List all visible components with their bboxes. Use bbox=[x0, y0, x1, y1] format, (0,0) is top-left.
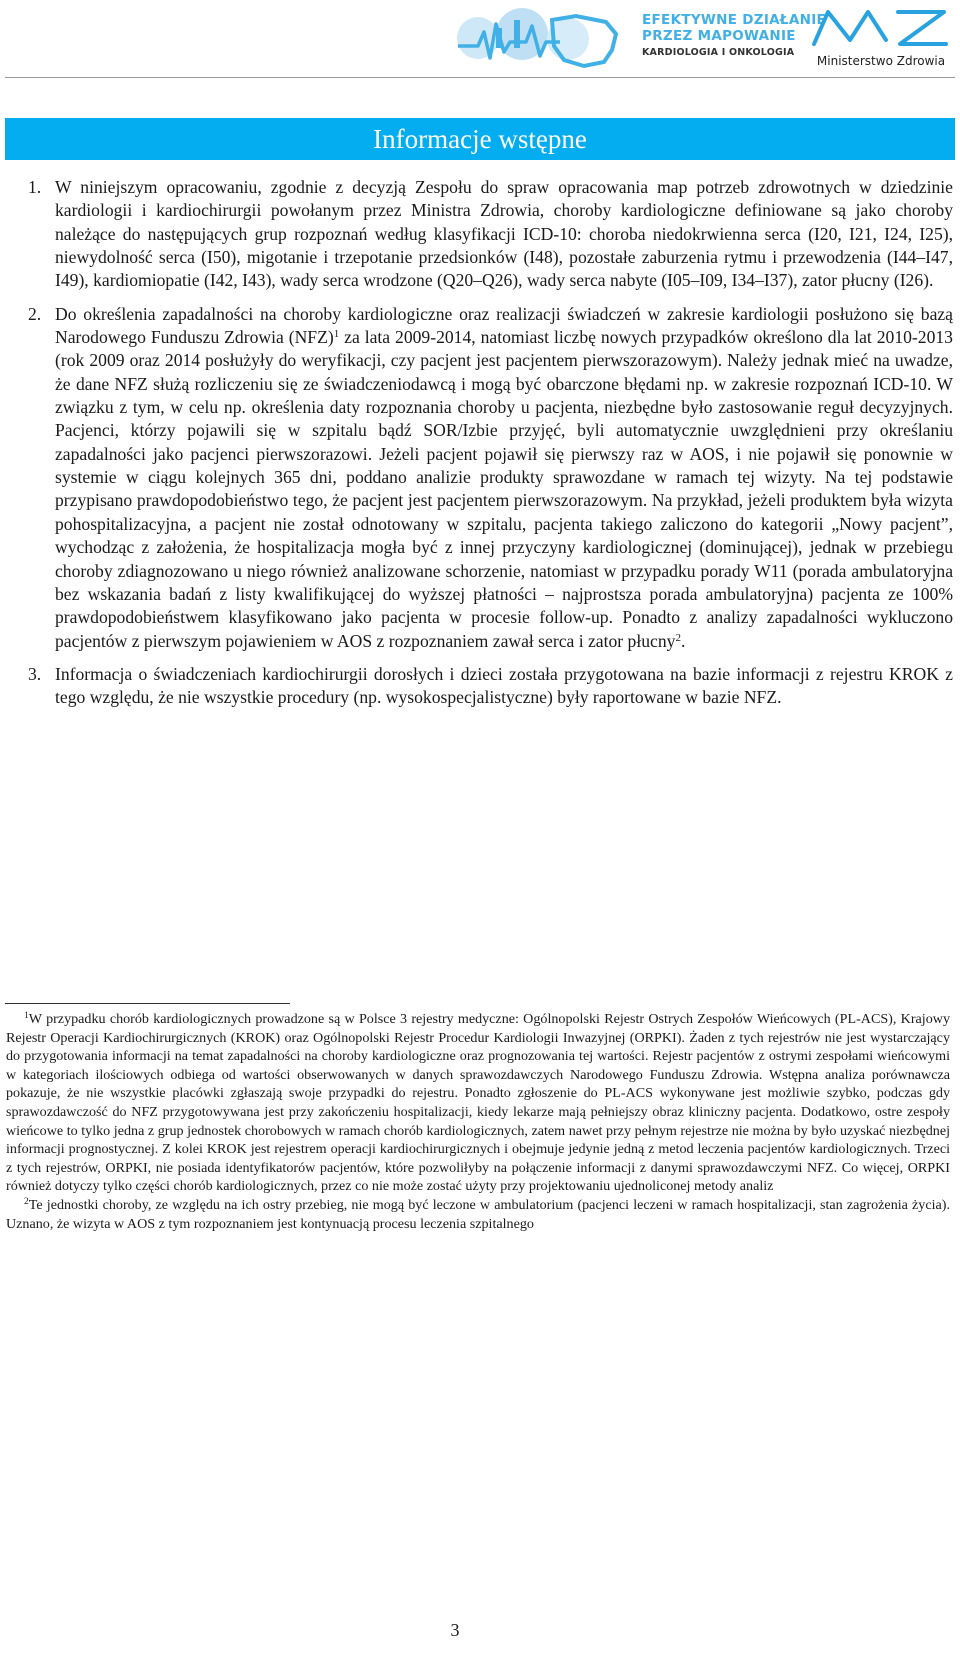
list-item-number: 1. bbox=[28, 177, 42, 197]
list-item-text: Do określenia zapadalności na choroby kardiologiczne oraz realizacji świadczeń w zakresie kardiologii posłużono się bazą Narodowego Funduszu Zdrowia (NFZ) bbox=[55, 303, 953, 348]
list-item-number: 2. bbox=[28, 303, 42, 324]
footnote-text: Te jednostki choroby, ze względu na ich ostry przebieg, nie mogą być leczone w ambulatorium (pacjenci leczeni w ramach hospitalizacji, stan zagrożenia życia). Uznano, że wizyta w AOS z tym rozpoznaniem jest kontynuacją procesu leczenia szpitalnego bbox=[6, 1196, 950, 1232]
list-item bbox=[25, 176, 953, 293]
ministry-name: Ministerstwo Zdrowia bbox=[816, 54, 946, 68]
footnote-ref[interactable]: 1 bbox=[333, 328, 340, 341]
section-banner bbox=[5, 118, 955, 160]
list-item-text: Informacja o świadczeniach kardiochirurgii dorosłych i dzieci została przygotowana na bazie informacji z rejestru KROK z tego względu, że nie wszystkie procedury (np. wysokospecjalistyczne) były raportowane w bazie NFZ. bbox=[55, 663, 953, 708]
footnote-ref[interactable]: 2 bbox=[675, 631, 681, 644]
section-title: Informacje wstępne bbox=[373, 124, 587, 154]
project-title: EFEKTYWNE DZIAŁANIE PRZEZ MAPOWANIE bbox=[642, 12, 827, 44]
project-logo bbox=[456, 6, 827, 71]
list-item bbox=[25, 303, 953, 653]
footnote-mark: 2 bbox=[24, 1196, 29, 1207]
footnote bbox=[6, 1010, 950, 1196]
project-subtitle: KARDIOLOGIA I ONKOLOGIA bbox=[642, 47, 795, 58]
list-item-text: . bbox=[680, 630, 686, 651]
list-item-text: W niniejszym opracowaniu, zgodnie z decyzją Zespołu do spraw opracowania map potrzeb zdrowotnych w dziedzinie kardiologii i kardiochirurgii powołanym przez Ministra Zdrowia, choroby kardiologiczne definiowane są jako choroby należące do następujących grup rozpoznań według klasyfikacji ICD-10: choroba niedokrwienna serca (I20, I21, I24, I25), niewydolność serca (I50), migotanie i trzepotanie przedsionków (I48), pozostałe zaburzenia rytmu i przewodzenia (I44–I47, I49), kardiomiopatie (I42, I43), wady serca wrodzone (Q20–Q26), wady serca nabyte (I05–I09, I34–I37), zator płucny (I26). bbox=[55, 177, 953, 291]
footnote-divider bbox=[5, 1003, 290, 1004]
page-header bbox=[0, 0, 960, 78]
footnotes bbox=[6, 1010, 950, 1233]
list-item-number: 3. bbox=[28, 663, 42, 684]
page-number: 3 bbox=[450, 1620, 460, 1640]
list-item bbox=[25, 663, 953, 710]
ministry-mz-icon bbox=[810, 4, 952, 52]
footnote-text: W przypadku chorób kardiologicznych prowadzone są w Polsce 3 rejestry medyczne: Ogólnopolski Rejestr Ostrych Zespołów Wieńcowych (PL-ACS), Krajowy Rejestr Operacji Kardiochirurgicznych (KROK) oraz Ogólnopolski Rejestr Procedur Kardiologii Inwazyjnej (ORPKI). Żaden z tych rejestrów nie jest wystarczający do przygotowania informacji na temat zapadalności na choroby kardiologiczne oraz prognozowania tej wartości. Rejestr pacjentów z ostrymi zespołami wieńcowymi w kategoriach ilościowych odbiega od wartości obserwowanych w danych sprawozdawczych Narodowego Funduszu Zdrowia. Wstępna analiza porównawcza pokazuje, że nie wszystkie placówki zgłaszają swoje przypadki do rejestru. Ponadto zgłoszenie do PL-ACS wykonywane jest możliwie szybko, podczas gdy sprawozdawczość do NFZ przygotowywana jest przy zakończeniu hospitalizacji, kiedy lekarze mają pełniejszy obraz kliniczny pacjenta. Dodatkowo, ostre zespoły wieńcowe to tylko jedna z grup jednostek chorobowych w ramach chorób kardiologicznych, zatem nawet przy pełnym rejestrze nie można by było uzyskać niezbędnej informacji prognostycznej. Z kolei KROK jest rejestrem operacji kardiochirurgicznych i obejmuje jedynie jedną z metod leczenia pacjentów kardiologicznych. Trzeci z tych rejestrów, ORPKI, nie posiada identyfikatorów pacjentów, które pozwoliłyby na połączenie informacji z danymi sprawozdawczymi NFZ. Co więcej, ORPKI również dotyczy tylko części chorób kardiologicznych, przez co nie może zostać użyty przy projektowaniu ujednoliconej metody analiz bbox=[6, 1011, 950, 1195]
header-divider bbox=[5, 77, 955, 78]
poland-map-heartbeat-icon bbox=[456, 6, 642, 72]
footnote bbox=[6, 1196, 950, 1233]
footnote-mark: 1 bbox=[24, 1011, 29, 1021]
list-item-text: za lata 2009-2014, natomiast liczbę nowych przypadków określono dla lat 2010-2013 (rok 2009 oraz 2014 posłużyły do weryfikacji, czy pacjent jest pacjentem pierwszorazowym). Należy jednak mieć na uwadze, że dane NFZ służą rozliczeniu się ze świadczeniodawcą i mogą być obarczone błędami np. w zakresie rozpoznań ICD-10. W związku z tym, w celu np. określenia daty rozpoznania choroby u pacjenta, niezbędne było zastosowanie reguł decyzyjnych. Pacjenci, którzy pojawili się w szpitalu bądź SOR/Izbie przyjęć, byli automatycznie uwzględnieni przy określaniu zapadalności jako pacjenci pierwszorazowi. Jeżeli pacjent pojawił się pierwszy raz w AOS, i nie pojawił się ponownie w systemie w ciągu kolejnych 365 dni, poddano analizie produkty sprawozdane w ramach tej wizyty. Na tej podstawie przypisano prawdopodobieństwo tego, że pacjent jest pacjentem pierwszorazowym. Na przykład, jeżeli produktem była wizyta pohospitalizacyjna, a pacjent nie został odnotowany w szpitalu, pacjenta takiego zaliczono do kategorii „Nowy pacjent”, wychodząc z założenia, że hospitalizacja mogła być z innej przyczyny kardiologicznej (dominującej), jednak w przebiegu choroby zdiagnozowano u niego również analizowane schorzenie, natomiast w przypadku porady W11 (porada ambulatoryjna bez wskazania badań z listy kwalifikującej do wyższej płatności – najprostsza porada ambulatoryjna) pacjenta ze 100% prawdopodobieństwem klasyfikowano jako pacjenta w procesie follow-up. Ponadto z analizy zapadalności wykluczono pacjentów z pierwszym pojawieniem w AOS z rozpoznaniem zawał serca i zator płucny bbox=[55, 327, 953, 651]
numbered-list bbox=[25, 176, 953, 710]
ministry-logo bbox=[806, 4, 956, 72]
